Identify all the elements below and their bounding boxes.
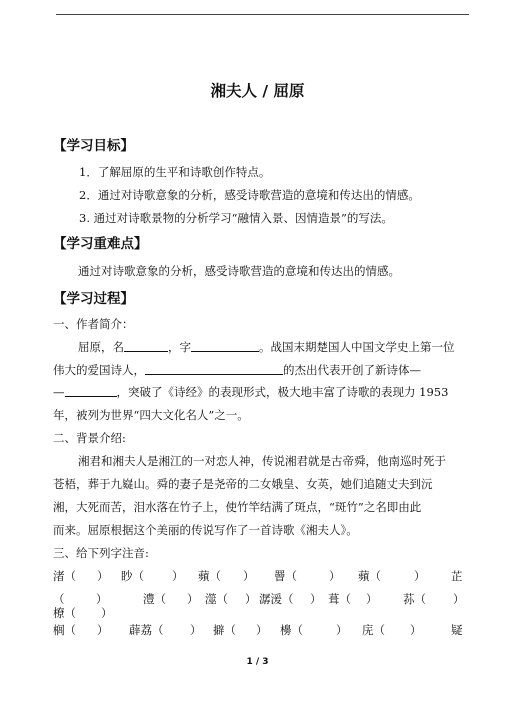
pinyin-bracket: ）: [329, 569, 341, 583]
pinyin-char: 櫋（: [280, 623, 303, 637]
key-point-text: 通过对诗歌意象的分析，感受诗歌营造的意境和传达出的情感。: [78, 264, 400, 278]
pinyin-bracket: ）: [366, 592, 378, 606]
pinyin-char: 葺（: [328, 592, 351, 606]
goal-item: 2．通过对诗歌意象的分析，感受诗歌营造的意境和传达出的情感。: [79, 188, 420, 202]
pinyin-char: 疑: [451, 623, 463, 637]
intro-heading: 一、作者简介：: [53, 317, 134, 331]
intro-line: 伟大的爱国诗人， 的杰出代表开创了新诗体—: [53, 363, 421, 377]
fill-blank[interactable]: [124, 340, 168, 352]
background-line: 而来。屈原根据这个美丽的传说写作了一首诗歌《湘夫人》。: [53, 523, 358, 537]
background-heading: 二、背景介绍:: [53, 431, 126, 445]
pinyin-bracket: ）: [245, 592, 257, 606]
pinyin-bracket: ）: [101, 606, 113, 620]
pinyin-bracket: ）: [410, 623, 422, 637]
pinyin-bracket: ）: [190, 623, 202, 637]
pinyin-bracket: （: [53, 592, 65, 606]
pinyin-char: 荪（: [403, 592, 426, 606]
page-number: 1 / 3: [246, 657, 269, 667]
goal-item: 3. 通过对诗歌景物的分析学习“融情入景、因情造景”的写法。: [79, 211, 393, 225]
pinyin-bracket: ）: [256, 623, 268, 637]
pinyin-bracket: ）: [310, 592, 322, 606]
intro-line: — ，突破了《诗经》的表现形式，极大地丰富了诗歌的表现力 1953: [53, 385, 449, 399]
pinyin-char: 蘋（: [198, 569, 221, 583]
pinyin-heading: 三、给下列字注音:: [53, 546, 149, 560]
section-heading-process: 【学习过程】: [53, 291, 134, 307]
section-heading-key: 【学习重难点】: [53, 236, 148, 252]
pinyin-bracket: ）: [336, 623, 348, 637]
pinyin-bracket: ）: [97, 569, 109, 583]
pinyin-row: [53, 568, 463, 584]
pinyin-char: 罾（: [274, 569, 297, 583]
pinyin-char: 榈（: [53, 623, 76, 637]
pinyin-bracket: ）: [172, 569, 184, 583]
pinyin-bracket: ）: [243, 569, 255, 583]
intro-line: 年，被列为世界“四大文化名人”之一。: [53, 408, 249, 422]
fill-blank[interactable]: [65, 385, 117, 397]
fill-blank[interactable]: [191, 340, 259, 352]
pinyin-row: [53, 605, 463, 621]
pinyin-char: 澨（: [205, 592, 228, 606]
section-heading-goals: 【学习目标】: [53, 138, 134, 154]
pinyin-char: 渚（: [53, 569, 76, 583]
header-rule: [56, 14, 469, 15]
pinyin-char: 澧（: [143, 592, 166, 606]
fill-blank[interactable]: [145, 363, 283, 375]
pinyin-bracket: ）: [187, 592, 199, 606]
pinyin-bracket: ）: [96, 592, 108, 606]
background-line: 苍梧，葬于九嶷山。舜的妻子是尧帝的二女娥皇、女英，她们追随丈夫到沅: [53, 477, 433, 491]
intro-line: 屈原，名 ，字 。战国末期楚国人中国文学史上第一位: [78, 340, 455, 354]
pinyin-char: 橑（: [53, 606, 76, 620]
pinyin-char: 芷: [451, 569, 463, 583]
pinyin-bracket: ）: [97, 623, 109, 637]
background-line: 湘君和湘夫人是湘江的一对恋人神，传说湘君就是古帝舜，他南巡时死于: [78, 454, 446, 468]
goal-item: 1．了解屈原的生平和诗歌创作特点。: [79, 165, 271, 179]
pinyin-row: [53, 622, 463, 638]
pinyin-bracket: ）: [414, 569, 426, 583]
pinyin-char: 眇（: [121, 569, 144, 583]
page-title: 湘夫人 / 屈原: [210, 82, 305, 100]
pinyin-bracket: ）: [453, 592, 465, 606]
pinyin-char: 庑（: [362, 623, 385, 637]
pinyin-char: 蘋（: [358, 569, 381, 583]
pinyin-char: 擗（: [213, 623, 236, 637]
background-line: 湘，大死而苦，泪水落在竹子上，使竹竿结满了斑点，“斑竹”之名即由此: [53, 500, 422, 514]
pinyin-char: 薜荔（: [129, 623, 164, 637]
pinyin-char: 潺湲（: [259, 592, 294, 606]
